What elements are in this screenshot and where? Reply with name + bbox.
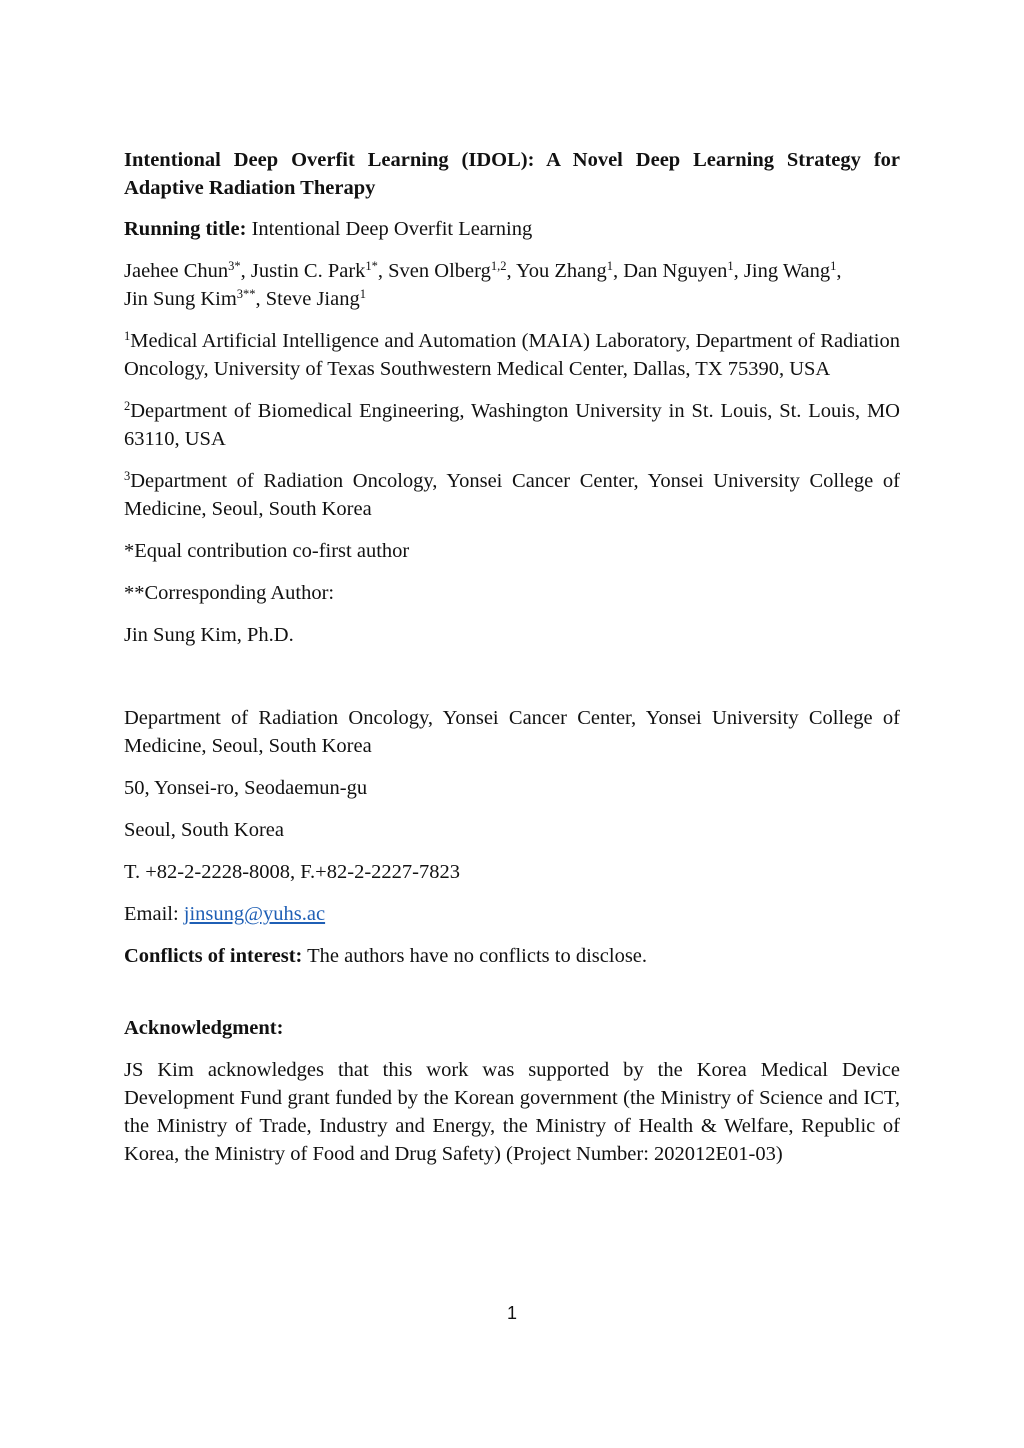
running-title-value: Intentional Deep Overfit Learning xyxy=(246,218,533,240)
email-link[interactable]: jinsung@yuhs.ac xyxy=(183,903,326,925)
corresponding-author-label: **Corresponding Author: xyxy=(124,582,335,604)
equal-contribution-note: *Equal contribution co-first author xyxy=(124,540,410,562)
email-line xyxy=(124,900,900,928)
conflicts-label: Conflicts of interest: xyxy=(124,945,303,967)
author: Jing Wang$^1$, xyxy=(743,259,842,282)
paper-title-page xyxy=(124,146,900,1168)
author: Justin C. Park$^{1*}$, xyxy=(250,259,389,282)
paper-title: Intentional Deep Overfit Learning (IDOL): A Novel Deep Learning Strategy for Adaptive Radiation Therapy xyxy=(124,149,900,199)
address-street: 50, Yonsei-ro, Seodaemun-gu xyxy=(124,777,368,799)
running-title-label: Running title: xyxy=(124,218,247,240)
author: You Zhang$^1$, xyxy=(515,259,624,282)
acknowledgment-heading: Acknowledgment: xyxy=(124,1017,284,1039)
affiliation-1: $^1$Medical Artificial Intelligence and Automation (MAIA) Laboratory, Department of Radiation Oncology, University of Texas Southwestern Medical Center, Dallas, TX 75390, USA xyxy=(124,329,900,380)
author: Dan Nguyen$^1$, xyxy=(623,259,744,282)
running-title xyxy=(124,215,900,243)
author-list xyxy=(124,257,900,313)
affiliation-3: $^3$Department of Radiation Oncology, Yonsei Cancer Center, Yonsei University College of Medicine, Seoul, South Korea xyxy=(124,469,900,520)
author: Jin Sung Kim$^{3**}$, xyxy=(124,287,266,310)
acknowledgment-text: JS Kim acknowledges that this work was supported by the Korea Medical Device Development Fund grant funded by the Korean government (the Ministry of Science and ICT, the Ministry of Trade, Industry and Energy, the Ministry of Health & Welfare, Republic of Korea, the Ministry of Food and Drug Safety) (Project Number: 202012E01-03) xyxy=(124,1059,900,1165)
email-label: Email: xyxy=(124,903,184,925)
author: Steve Jiang$^1$ xyxy=(265,287,366,310)
address-department: Department of Radiation Oncology, Yonsei Cancer Center, Yonsei University College of Medicine, Seoul, South Korea xyxy=(124,707,900,757)
author: Jaehee Chun$^{3*}$, xyxy=(124,259,251,282)
address-city: Seoul, South Korea xyxy=(124,819,284,841)
conflicts-of-interest xyxy=(124,942,900,970)
conflicts-value: The authors have no conflicts to disclose. xyxy=(302,945,648,967)
author: Sven Olberg$^{1,2}$, xyxy=(388,259,516,282)
phone-fax: T. +82-2-2228-8008, F.+82-2-2227-7823 xyxy=(124,861,460,883)
affiliation-2: $^2$Department of Biomedical Engineering, Washington University in St. Louis, St. Louis, MO 63110, USA xyxy=(124,399,900,450)
page-number: 1 xyxy=(506,1303,517,1323)
corresponding-author-name: Jin Sung Kim, Ph.D. xyxy=(124,624,294,646)
